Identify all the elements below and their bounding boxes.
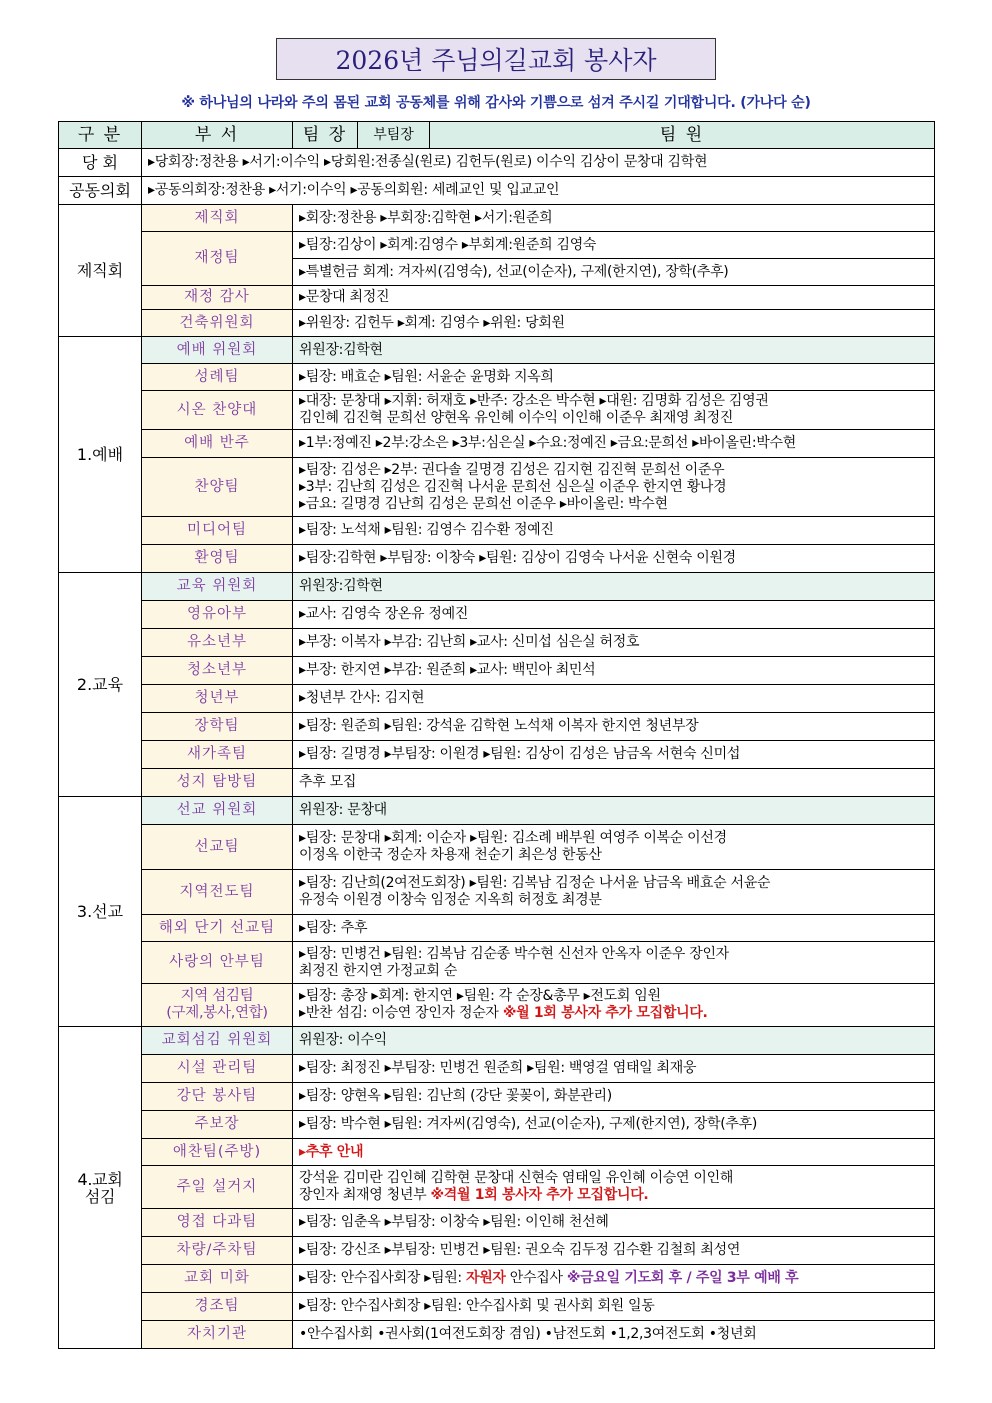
department-name: 재정 감사 bbox=[142, 286, 293, 310]
team-line: 장인자 최재영 청년부 ※격월 1회 봉사자 추가 모집합니다. bbox=[299, 1187, 649, 1203]
team-members bbox=[293, 1111, 935, 1139]
table-row bbox=[59, 769, 935, 797]
team-members bbox=[293, 942, 935, 984]
section-label-line: 섬김 bbox=[84, 1186, 116, 1206]
table-row bbox=[59, 337, 935, 364]
team-members bbox=[293, 259, 935, 286]
team-line: ▸1부:정예진 ▸2부:강소은 ▸3부:심은실 ▸수요:정예진 ▸금요:문희선 ▸바이올린:박수현 bbox=[299, 435, 796, 451]
table-header-row bbox=[59, 122, 935, 149]
department-name: 청년부 bbox=[142, 685, 293, 713]
department-name: 경조팀 bbox=[142, 1293, 293, 1321]
department-name: 선교 위원회 bbox=[142, 797, 293, 825]
schedule-note: ※금요일 기도회 후 / 주일 3부 예배 후 bbox=[566, 1270, 799, 1286]
table-row bbox=[59, 713, 935, 741]
team-members bbox=[293, 1083, 935, 1111]
team-line: 위원장:김학현 bbox=[299, 578, 383, 594]
table-row bbox=[59, 657, 935, 685]
team-members bbox=[293, 741, 935, 769]
team-members bbox=[293, 391, 935, 430]
department-name: 제직회 bbox=[142, 205, 293, 232]
team-members bbox=[293, 713, 935, 741]
table-row bbox=[59, 1111, 935, 1139]
table-row bbox=[59, 685, 935, 713]
team-line: ▸추후 안내 bbox=[299, 1143, 364, 1160]
team-line: 강석윤 김미란 김인혜 김학현 문창대 신현숙 염태일 유인혜 이승연 이인해 bbox=[299, 1170, 734, 1186]
department-name: 재정팀 bbox=[142, 232, 293, 286]
department-name: 교육 위원회 bbox=[142, 573, 293, 601]
table-row bbox=[59, 391, 935, 430]
team-members bbox=[293, 232, 935, 259]
table-row bbox=[59, 1083, 935, 1111]
department-name: 장학팀 bbox=[142, 713, 293, 741]
team-line: ▸팀장: 배효순 ▸팀원: 서윤순 윤명화 지옥희 bbox=[299, 368, 554, 385]
section-label-line: 4.교회 bbox=[77, 1169, 123, 1189]
team-line: ▸팀장:김상이 ▸회계:김영수 ▸부회계:원준희 김영숙 bbox=[299, 236, 597, 253]
department-name: 환영팀 bbox=[142, 545, 293, 573]
team-members bbox=[293, 573, 935, 601]
table-row bbox=[59, 1265, 935, 1293]
team-line: 이정옥 이한국 정순자 차용재 천순기 최은성 한동산 bbox=[299, 847, 602, 863]
department-name: 지역전도팀 bbox=[142, 870, 293, 915]
section-label: 3.선교 bbox=[59, 797, 142, 1027]
team-line: ▸대장: 문창대 ▸지휘: 허재호 ▸반주: 강소은 박수현 ▸대원: 김명화 김성은 김영권 bbox=[299, 393, 769, 409]
team-line: ▸회장:정찬용 ▸부회장:김학현 ▸서기:원준희 bbox=[299, 209, 553, 226]
table-row bbox=[59, 741, 935, 769]
section-label: 2.교육 bbox=[59, 573, 142, 797]
header-butimjang: 부팀장 bbox=[358, 122, 430, 149]
team-line: ▸특별헌금 회계: 겨자씨(김영숙), 선교(이순자), 구제(한지연), 장학(추후) bbox=[299, 263, 729, 280]
team-line: 추후 모집 bbox=[299, 774, 357, 790]
team-members bbox=[142, 149, 935, 177]
header-gubun: 구 분 bbox=[59, 122, 142, 149]
table-row bbox=[59, 232, 935, 259]
team-line: ▸교사: 김영숙 장온유 정예진 bbox=[299, 606, 469, 622]
team-line: ▸팀장: 김난희(2여전도회장) ▸팀원: 김복남 김정순 나서윤 남금옥 배효순 서윤순 bbox=[299, 875, 771, 891]
team-line: ▸팀장:김학현 ▸부팀장: 이창숙 ▸팀원: 김상이 김영숙 나서윤 신현숙 이원경 bbox=[299, 550, 736, 566]
team-members bbox=[293, 337, 935, 364]
department-name: 주일 설거지 bbox=[142, 1166, 293, 1209]
team-members bbox=[293, 310, 935, 337]
team-line: ▸당회장:정찬용 ▸서기:이수익 ▸당회원:전종실(원로) 김헌두(원로) 이수익 김상이 문창대 김학현 bbox=[148, 154, 708, 170]
section-label bbox=[59, 1027, 142, 1349]
header-buseo: 부 서 bbox=[142, 122, 293, 149]
department-name: 유소년부 bbox=[142, 629, 293, 657]
team-line: ▸팀장: 안수집사회장 ▸팀원: 자원자 안수집사 ※금요일 기도회 후 / 주일 3부 예배 후 bbox=[299, 1270, 799, 1286]
team-line: ▸팀장: 김성은 ▸2부: 권다솔 길명경 김성은 김지현 김진혁 문희선 이준우 bbox=[299, 461, 725, 478]
team-members bbox=[293, 1237, 935, 1265]
table-row bbox=[59, 1027, 935, 1055]
team-members bbox=[293, 545, 935, 573]
table-row bbox=[59, 286, 935, 310]
team-members bbox=[293, 769, 935, 797]
table-row bbox=[59, 1237, 935, 1265]
team-members bbox=[293, 601, 935, 629]
department-name-line: 지역 섬김팀 bbox=[180, 988, 254, 1004]
team-members bbox=[293, 984, 935, 1027]
department-name: 사랑의 안부팀 bbox=[142, 942, 293, 984]
team-line: 김인혜 김진혁 문희선 양현옥 유인혜 이수익 이인해 이준우 최재영 최정진 bbox=[299, 410, 734, 426]
team-line: ▸부장: 이복자 ▸부감: 김난희 ▸교사: 신미섭 심은실 허정호 bbox=[299, 634, 640, 650]
department-name: 차량/주차팀 bbox=[142, 1237, 293, 1265]
department-name-line: (구제,봉사,연합) bbox=[166, 1005, 268, 1021]
section-label: 공동의회 bbox=[59, 177, 142, 205]
department-name: 예배 반주 bbox=[142, 430, 293, 458]
table-row bbox=[59, 825, 935, 870]
department-name: 시온 찬양대 bbox=[142, 391, 293, 430]
team-members bbox=[293, 657, 935, 685]
department-name: 건축위원회 bbox=[142, 310, 293, 337]
table-row bbox=[59, 517, 935, 545]
department-name: 예배 위원회 bbox=[142, 337, 293, 364]
department-name: 애찬팀(주방) bbox=[142, 1139, 293, 1166]
team-members bbox=[142, 177, 935, 205]
team-line: ▸금요: 길명경 김난희 김성은 문희선 이준우 ▸바이올린: 박수현 bbox=[299, 495, 668, 512]
table-row bbox=[59, 1209, 935, 1237]
team-line: ▸팀장: 민병건 ▸팀원: 김복남 김순종 박수현 신선자 안옥자 이준우 장인자 bbox=[299, 945, 729, 962]
recruit-note: ※격월 1회 봉사자 추가 모집합니다. bbox=[430, 1187, 649, 1203]
page-subtitle: ※ 하나님의 나라와 주의 몸된 교회 공동체를 위해 감사와 기쁨으로 섬겨 주시길 기대합니다. (가나다 순) bbox=[181, 95, 811, 111]
table-row bbox=[59, 915, 935, 942]
team-members bbox=[293, 205, 935, 232]
team-members bbox=[293, 517, 935, 545]
department-name: 성지 탐방팀 bbox=[142, 769, 293, 797]
table-row bbox=[59, 545, 935, 573]
team-members bbox=[293, 1027, 935, 1055]
table-row bbox=[59, 1139, 935, 1166]
team-line: ▸팀장: 최정진 ▸부팀장: 민병건 원준희 ▸팀원: 백영걸 염태일 최재웅 bbox=[299, 1060, 697, 1076]
department-name: 성례팀 bbox=[142, 364, 293, 391]
team-members bbox=[293, 1139, 935, 1166]
team-line: ▸부장: 한지연 ▸부감: 원준희 ▸교사: 백민아 최민석 bbox=[299, 662, 596, 678]
table-row bbox=[59, 364, 935, 391]
team-members bbox=[293, 629, 935, 657]
team-members bbox=[293, 458, 935, 517]
team-members bbox=[293, 430, 935, 458]
team-line: 위원장: 이수익 bbox=[299, 1032, 387, 1048]
section-label: 1.예배 bbox=[59, 337, 142, 573]
department-name: 새가족팀 bbox=[142, 741, 293, 769]
team-line: ▸공동의회장:정찬용 ▸서기:이수익 ▸공동의회원: 세례교인 및 입교교인 bbox=[148, 182, 560, 198]
team-line: ▸문창대 최정진 bbox=[299, 289, 390, 305]
team-line: ▸팀장: 원준희 ▸팀원: 강석윤 김학현 노석채 이복자 한지연 청년부장 bbox=[299, 718, 699, 734]
section-label: 당 회 bbox=[59, 149, 142, 177]
department-name: 교회섬김 위원회 bbox=[142, 1027, 293, 1055]
team-members bbox=[293, 797, 935, 825]
team-line: ▸팀장: 강신조 ▸부팀장: 민병건 ▸팀원: 권오숙 김두정 김수환 김철희 최성연 bbox=[299, 1242, 741, 1258]
table-row bbox=[59, 1055, 935, 1083]
team-line: •안수집사회 •권사회(1여전도회장 겸임) •남전도회 •1,2,3여전도회 •청년회 bbox=[299, 1326, 757, 1342]
team-members bbox=[293, 685, 935, 713]
team-line: ▸3부: 김난희 김성은 김진혁 나서윤 문희선 심은실 이준우 한지연 황나경 bbox=[299, 478, 727, 495]
team-members bbox=[293, 286, 935, 310]
team-members bbox=[293, 915, 935, 942]
table-row bbox=[59, 797, 935, 825]
team-line: ▸반찬 섬김: 이승연 장인자 정순자 ※월 1회 봉사자 추가 모집합니다. bbox=[299, 1005, 708, 1021]
department-name bbox=[142, 984, 293, 1027]
team-members bbox=[293, 1166, 935, 1209]
team-members bbox=[293, 825, 935, 870]
team-line: 최정진 한지연 가정교회 순 bbox=[299, 962, 457, 979]
department-name: 교회 미화 bbox=[142, 1265, 293, 1293]
department-name: 자치기관 bbox=[142, 1321, 293, 1349]
table-row bbox=[59, 430, 935, 458]
recruit-note: ※월 1회 봉사자 추가 모집합니다. bbox=[502, 1005, 708, 1021]
team-members bbox=[293, 870, 935, 915]
department-name: 찬양팀 bbox=[142, 458, 293, 517]
department-name: 해외 단기 선교팀 bbox=[142, 915, 293, 942]
department-name: 강단 봉사팀 bbox=[142, 1083, 293, 1111]
department-name: 청소년부 bbox=[142, 657, 293, 685]
table-row bbox=[59, 458, 935, 517]
team-line: ▸청년부 간사: 김지현 bbox=[299, 690, 425, 706]
team-line: 유정숙 이원경 이창숙 임정순 지옥희 허정호 최경분 bbox=[299, 892, 602, 908]
team-line: ▸팀장: 문창대 ▸회계: 이순자 ▸팀원: 김소례 배부원 여영주 이복순 이선경 bbox=[299, 830, 727, 846]
table-row bbox=[59, 942, 935, 984]
table-row bbox=[59, 573, 935, 601]
header-timjang: 팀 장 bbox=[293, 122, 358, 149]
department-name: 시설 관리팀 bbox=[142, 1055, 293, 1083]
department-name: 영접 다과팀 bbox=[142, 1209, 293, 1237]
team-members bbox=[293, 1321, 935, 1349]
team-line: ▸팀장: 길명경 ▸부팀장: 이원경 ▸팀원: 김상이 김성은 남금옥 서현숙 신미섭 bbox=[299, 746, 741, 762]
team-line: ▸팀장: 추후 bbox=[299, 919, 368, 936]
table-row bbox=[59, 310, 935, 337]
volunteer-highlight: 자원자 bbox=[465, 1270, 506, 1286]
section-label: 제직회 bbox=[59, 205, 142, 337]
table-row bbox=[59, 177, 935, 205]
team-line: ▸위원장: 김헌두 ▸회계: 김영수 ▸위원: 당회원 bbox=[299, 314, 565, 331]
table-row bbox=[59, 870, 935, 915]
department-name: 미디어팀 bbox=[142, 517, 293, 545]
page-title: 2026년 주님의길교회 봉사자 bbox=[276, 38, 716, 80]
team-line: 위원장: 문창대 bbox=[299, 802, 387, 818]
team-line: ▸팀장: 양현옥 ▸팀원: 김난희 (강단 꽃꽂이, 화분관리) bbox=[299, 1088, 612, 1104]
team-members bbox=[293, 364, 935, 391]
table-row bbox=[59, 1166, 935, 1209]
team-line: ▸팀장: 총장 ▸회계: 한지연 ▸팀원: 각 순장&총무 ▸전도회 임원 bbox=[299, 988, 661, 1004]
team-line: ▸팀장: 박수현 ▸팀원: 겨자씨(김영숙), 선교(이순자), 구제(한지연), 장학(추후) bbox=[299, 1116, 757, 1132]
team-members bbox=[293, 1265, 935, 1293]
table-row bbox=[59, 205, 935, 232]
header-timwon: 팀 원 bbox=[430, 122, 935, 149]
table-row bbox=[59, 629, 935, 657]
team-line: ▸팀장: 노석채 ▸팀원: 김영수 김수환 정예진 bbox=[299, 522, 554, 538]
team-line: ▸팀장: 안수집사회장 ▸팀원: 안수집사회 및 권사회 회원 일동 bbox=[299, 1298, 655, 1314]
department-name: 영유아부 bbox=[142, 601, 293, 629]
department-name: 선교팀 bbox=[142, 825, 293, 870]
table-row bbox=[59, 984, 935, 1027]
team-members bbox=[293, 1055, 935, 1083]
table-row bbox=[59, 149, 935, 177]
volunteer-table bbox=[58, 121, 935, 1349]
table-row bbox=[59, 1293, 935, 1321]
table-row bbox=[59, 601, 935, 629]
team-members bbox=[293, 1209, 935, 1237]
table-row bbox=[59, 1321, 935, 1349]
team-members bbox=[293, 1293, 935, 1321]
team-line: 위원장:김학현 bbox=[299, 341, 383, 358]
team-line: ▸팀장: 임춘옥 ▸부팀장: 이창숙 ▸팀원: 이인해 천선혜 bbox=[299, 1214, 609, 1230]
department-name: 주보장 bbox=[142, 1111, 293, 1139]
